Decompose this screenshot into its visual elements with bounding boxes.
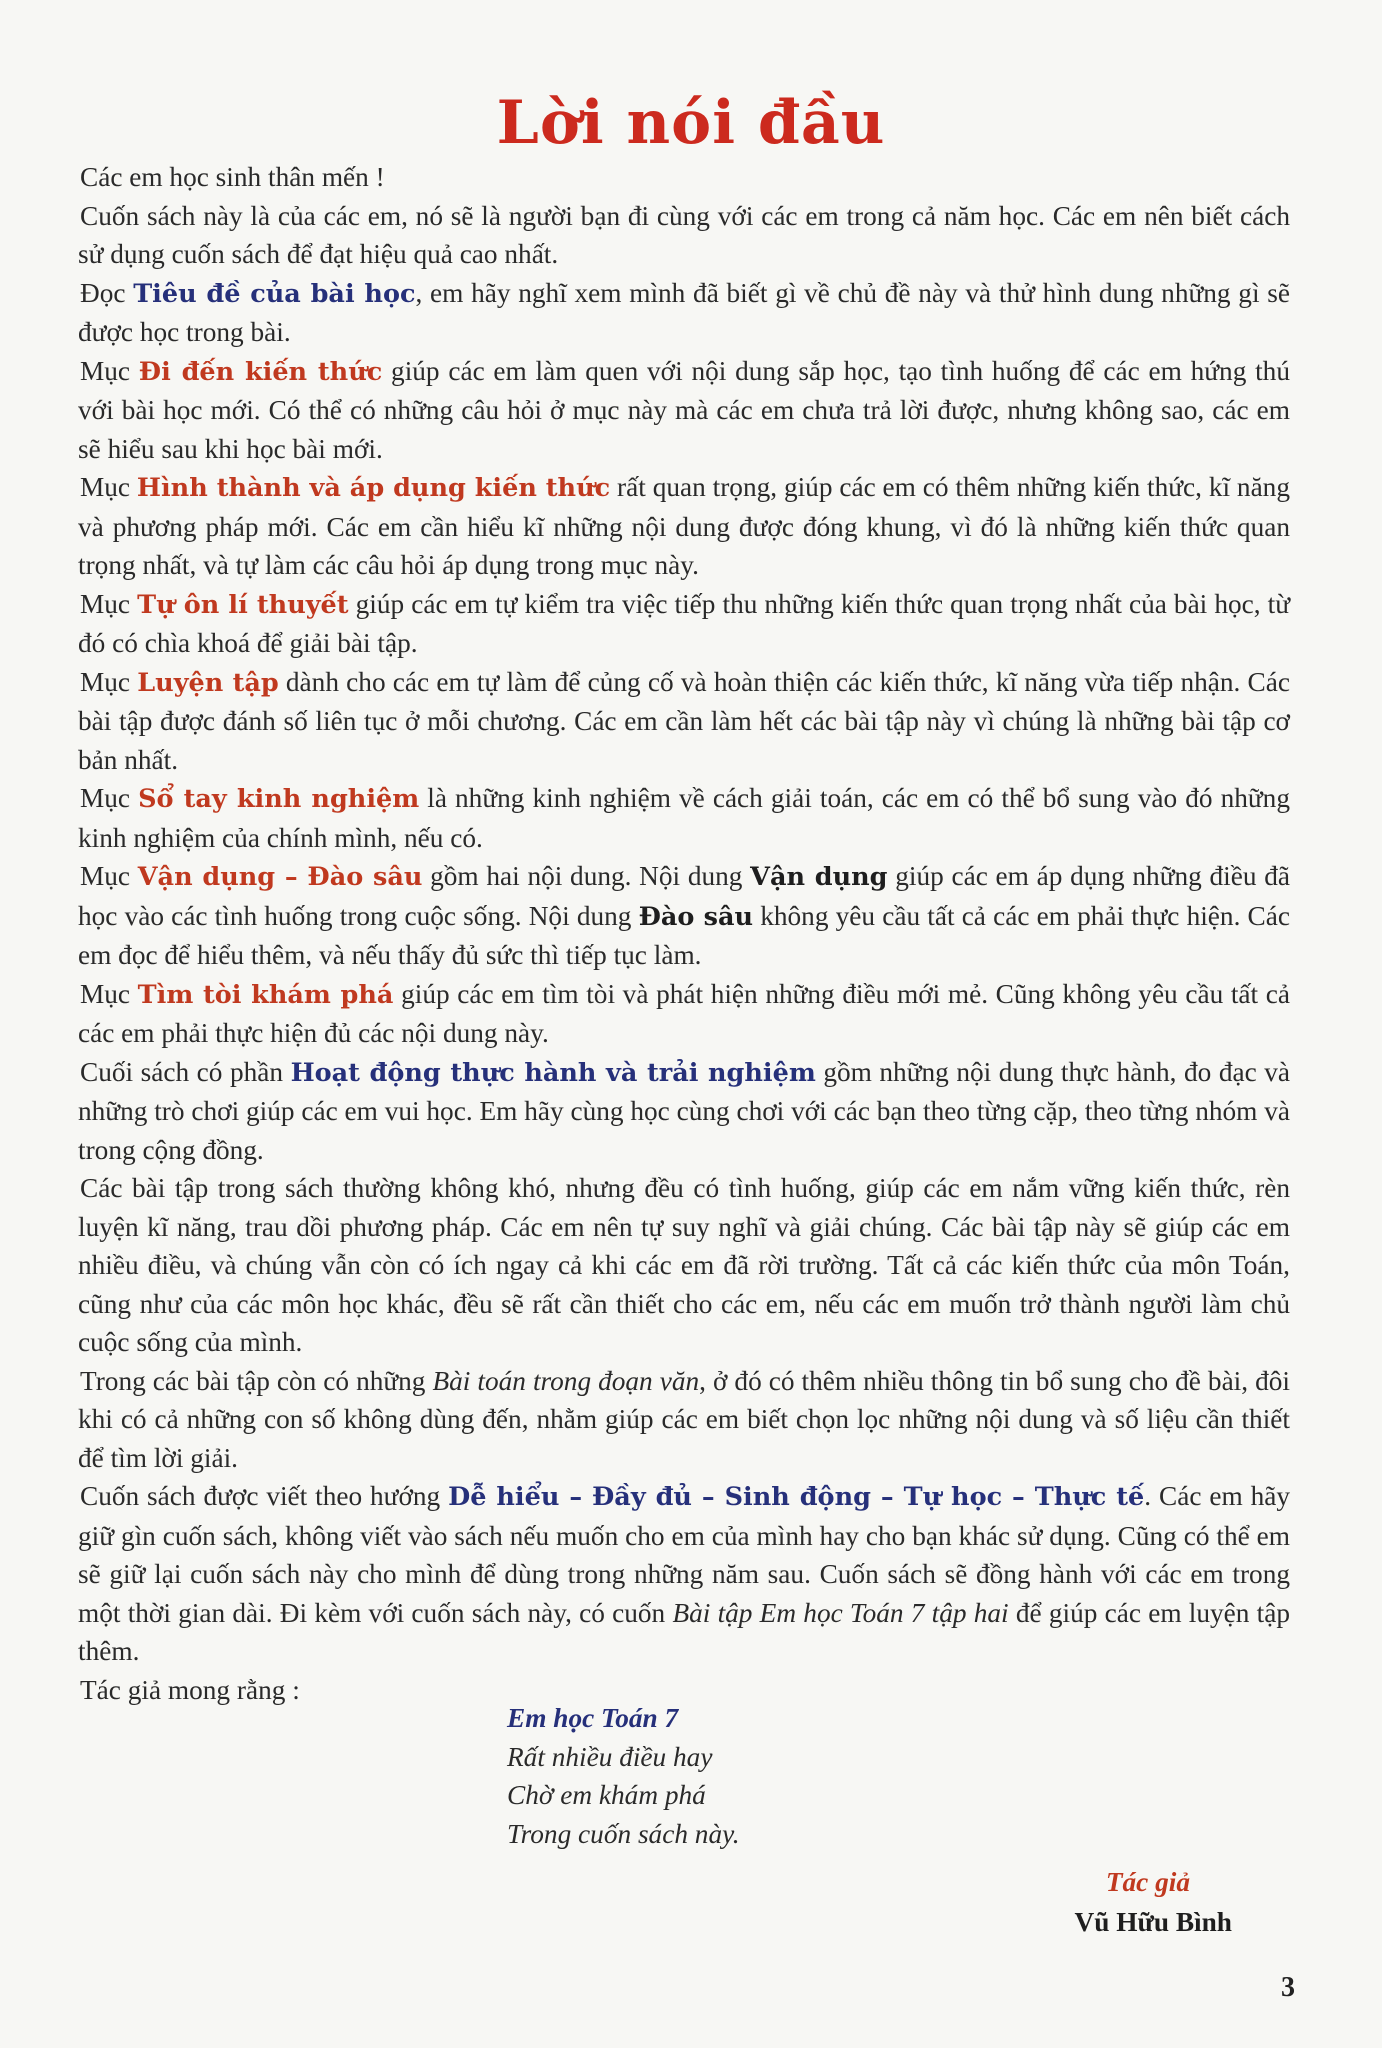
text-run: giúp các em áp dụng những điều đã học vào các tình huống trong cuộc sống. Nội dung <box>78 861 1290 931</box>
signature-name: Vũ Hữu Bình <box>1074 1907 1232 1937</box>
paragraph-13 <box>78 1477 1290 1671</box>
salutation: Các em học sinh thân mến ! <box>80 162 385 192</box>
term-lesson-title: Tiêu đề của bài học <box>133 278 416 309</box>
text-run: Mục <box>80 978 138 1009</box>
term-word-problems: Bài toán trong đoạn văn <box>432 1365 700 1396</box>
page-title: Lời nói đầu <box>496 88 886 158</box>
term-explore: Tìm tòi khám phá <box>137 979 394 1010</box>
closing-line: Tác giả mong rằng : <box>80 1674 300 1705</box>
text-run: , em hãy nghĩ xem mình đã biết gì về chủ đề này và thử hình dung những gì sẽ được học trong bài. <box>78 277 1290 347</box>
text-run: để giúp các em luyện tập thêm. <box>78 1597 1291 1666</box>
text-run: rất quan trọng, giúp các em có thêm những kiến thức, kĩ năng và phương pháp mới. Các em cần hiểu kĩ những nội dung được đóng khung, vì đó là những kiến thức quan trọng nhất, và tự làm các câu hỏi áp dụng trong mục này. <box>78 472 1290 580</box>
text-run: , ở đó có thêm nhiều thông tin bổ sung cho đề bài, đôi khi có cả những con số không dùng đến, nhằm giúp các em biết chọn lọc những nội dung và số liệu cần thiết để tìm lời giải. <box>78 1365 1290 1473</box>
preface-body <box>78 158 1290 1709</box>
paragraph-4 <box>78 468 1290 585</box>
term-intro: Đi đến kiến thức <box>138 356 383 387</box>
poem-line: Em học Toán 7 <box>507 1703 679 1733</box>
poem-line: Chờ em khám phá <box>507 1780 706 1810</box>
paragraph-12 <box>78 1362 1290 1478</box>
text-run: dành cho các em tự làm để củng cố và hoàn thiện các kiến thức, kĩ năng vừa tiếp nhận. Các bài tập được đánh số liên tục ở mỗi chương. Các em cần làm hết các bài tập này vì chúng là những bài tập cơ bản nhất. <box>78 666 1290 775</box>
term-motto: Dễ hiểu – Đầy đủ – Sinh động – Tự học – Thực tế <box>448 1482 1145 1512</box>
text-run: giúp các em tìm tòi và phát hiện những điều mới mẻ. Cũng không yêu cầu tất cả các em phải thực hiện đủ các nội dung này. <box>78 978 1290 1048</box>
paragraph-8 <box>78 857 1290 975</box>
text-run: giúp các em làm quen với nội dung sắp học, tạo tình huống để các em hứng thú với bài học mới. Có thể có những câu hỏi ở mục này mà các em chưa trả lời được, nhưng không sao, các em sẽ hiểu sau khi học bài mới. <box>78 355 1290 464</box>
page-number: 3 <box>1281 1972 1295 2003</box>
poem <box>507 1699 740 1853</box>
paragraph-9 <box>78 975 1290 1053</box>
text-run: Mục <box>80 783 139 813</box>
text-run: Mục <box>80 861 138 891</box>
text-run: giúp các em tự kiểm tra việc tiếp thu những kiến thức quan trọng nhất của bài học, từ đó có chìa khoá để giải bài tập. <box>78 588 1291 658</box>
term-self-review: Tự ôn lí thuyết <box>137 589 349 620</box>
paragraph-3 <box>78 352 1290 469</box>
paragraph-11: Các bài tập trong sách thường không khó, nhưng đều có tình huống, giúp các em nắm vững kiến thức, rèn luyện kĩ năng, trau dồi phương pháp. Các em nên tự suy nghĩ và giải chúng. Các bài tập này sẽ giúp các em nhiều điều, và chúng vẫn còn có ích ngay cả khi các em đã rời trường. Tất cả các kiến thức của môn Toán, cũng như của các môn học khác, đều sẽ rất cần thiết cho các em, nếu các em muốn trở thành người làm chủ cuộc sống của mình. <box>78 1173 1290 1357</box>
text-run: . Các em hãy giữ gìn cuốn sách, không viết vào sách nếu muốn cho em của mình hay cho bạn khác sử dụng. Cũng có thể em sẽ giữ lại cuốn sách này cho mình để dùng trong những năm sau. Cuốn sách sẽ đồng hành với các em trong một thời gian dài. Đi kèm với cuốn sách này, có cuốn <box>78 1481 1290 1628</box>
poem-line: Rất nhiều điều hay <box>507 1741 713 1772</box>
term-activities: Hoạt động thực hành và trải nghiệm <box>290 1057 816 1088</box>
paragraph-10 <box>78 1053 1290 1170</box>
signature-role: Tác giả <box>1105 1867 1190 1897</box>
term-workbook-title: Bài tập Em học Toán 7 tập hai <box>672 1597 1009 1628</box>
text-run: Cuốn sách được viết theo hướng <box>80 1481 449 1511</box>
term-apply: Vận dụng <box>750 862 888 892</box>
term-practice: Luyện tập <box>137 667 279 698</box>
text-run: là những kinh nghiệm về cách giải toán, các em có thể bổ sung vào đó những kinh nghiệm của chính mình, nếu có. <box>78 783 1290 853</box>
text-run: Đọc <box>80 277 134 308</box>
paragraph-6 <box>78 663 1290 780</box>
poem-line: Trong cuốn sách này. <box>507 1818 740 1849</box>
text-run: gồm những nội dung thực hành, đo đạc và những trò chơi giúp các em vui học. Em hãy cùng học cùng chơi với các bạn theo từng cặp, theo từng nhóm và trong cộng đồng. <box>78 1056 1290 1165</box>
term-deepen: Đào sâu <box>638 901 754 932</box>
text-run: gồm hai nội dung. Nội dung <box>422 861 751 891</box>
text-run: Mục <box>80 666 138 697</box>
text-run: Trong các bài tập còn có những <box>80 1365 433 1396</box>
paragraph-2 <box>78 274 1290 352</box>
paragraph-1: Cuốn sách này là của các em, nó sẽ là người bạn đi cùng với các em trong cả năm học. Các em nên biết cách sử dụng cuốn sách để đạt hiệu quả cao nhất. <box>78 200 1290 269</box>
text-run: không yêu cầu tất cả các em phải thực hiện. Các em đọc để hiểu thêm, và nếu thấy đủ sức thì tiếp tục làm. <box>78 900 1290 970</box>
term-apply-deepen: Vận dụng – Đào sâu <box>137 862 423 892</box>
term-form-apply: Hình thành và áp dụng kiến thức <box>136 473 611 503</box>
term-notebook: Sổ tay kinh nghiệm <box>138 784 420 814</box>
paragraph-5 <box>78 585 1290 663</box>
signature <box>1075 1862 1233 1942</box>
text-run: Mục <box>80 588 138 619</box>
text-run: Mục <box>80 355 139 386</box>
text-run: Cuối sách có phần <box>80 1056 291 1087</box>
paragraph-7 <box>78 779 1290 857</box>
text-run: Mục <box>80 472 137 502</box>
